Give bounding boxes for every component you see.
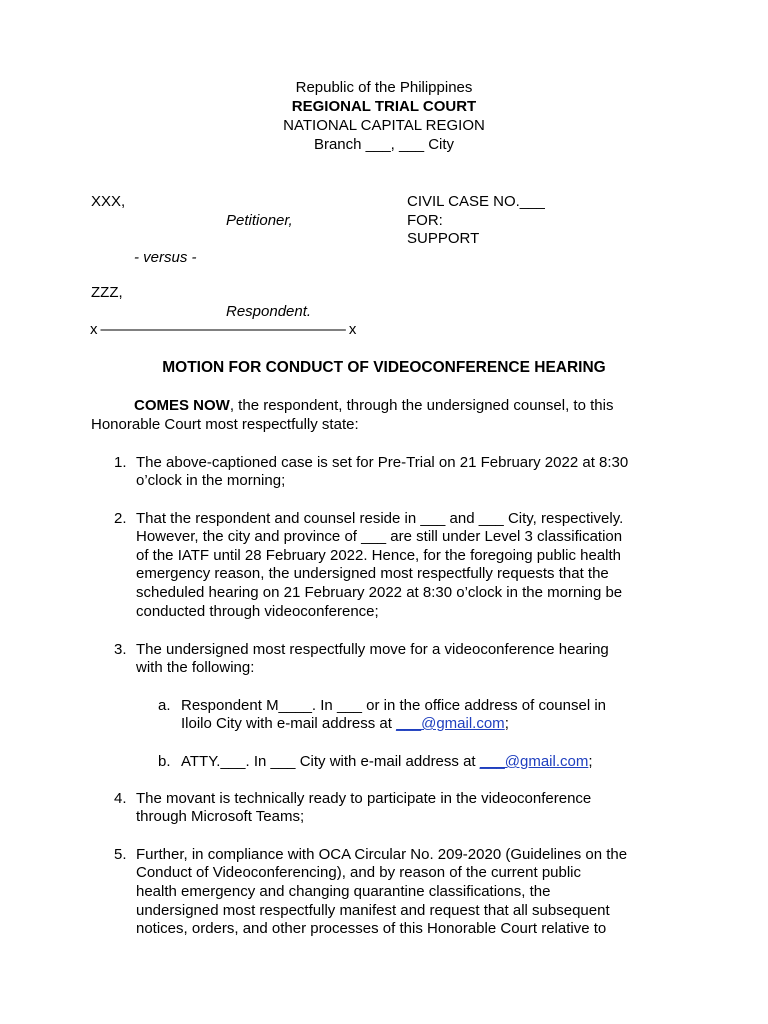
sub-item-a-line-1: Respondent M____. In ___ or in the office address of counsel in <box>181 697 607 714</box>
respondent-name: ZZZ, <box>91 284 123 301</box>
caption-separator: x ————————————————— x <box>90 321 356 338</box>
sub-item-b-letter: b. <box>158 753 171 770</box>
header-region: NATIONAL CAPITAL REGION <box>283 117 485 134</box>
item-5-line-2: Conduct of Videoconferencing), and by reason of the current public <box>136 864 582 881</box>
case-number: CIVIL CASE NO.___ <box>407 193 545 210</box>
motion-title: MOTION FOR CONDUCT OF VIDEOCONFERENCE HEARING <box>162 359 606 376</box>
sub-item-a-line-2 <box>181 715 509 734</box>
item-5-line-1: Further, in compliance with OCA Circular No. 209-2020 (Guidelines on the <box>136 846 628 863</box>
item-5-number: 5. <box>114 846 127 863</box>
item-3-line-1: The undersigned most respectfully move for a videoconference hearing <box>136 641 609 658</box>
sub-item-b-text: ATTY.___. In ___ City with e-mail address at <box>181 753 480 770</box>
item-1-line-1: The above-captioned case is set for Pre-Trial on 21 February 2022 at 8:30 <box>136 454 629 471</box>
item-5-line-4: undersigned most respectfully manifest and request that all subsequent <box>136 902 610 919</box>
header-republic: Republic of the Philippines <box>295 79 473 96</box>
item-3-line-2: with the following: <box>136 659 255 676</box>
item-4-line-1: The movant is technically ready to participate in the videoconference <box>136 790 592 807</box>
respondent-label: Respondent. <box>226 303 312 320</box>
intro-lead: COMES NOW <box>134 397 230 414</box>
petitioner-name: XXX, <box>91 193 126 210</box>
item-4-number: 4. <box>114 790 127 807</box>
item-1-number: 1. <box>114 454 127 471</box>
sub-item-a-letter: a. <box>158 697 171 714</box>
item-2-line-5: scheduled hearing on 21 February 2022 at 8:30 o’clock in the morning be <box>136 584 623 601</box>
for-label: FOR: <box>407 212 443 229</box>
item-4-line-2: through Microsoft Teams; <box>136 808 305 825</box>
item-5-line-3: health emergency and changing quarantine classifications, the <box>136 883 551 900</box>
item-2-line-1: That the respondent and counsel reside in ___ and ___ City, respectively. <box>136 510 624 527</box>
versus-label: - versus - <box>134 249 197 266</box>
sub-item-b-semicolon: ; <box>588 753 593 770</box>
item-2-number: 2. <box>114 510 127 527</box>
item-1-line-2: o’clock in the morning; <box>136 472 286 489</box>
sub-item-a-line-2-text: Iloilo City with e-mail address at <box>181 715 397 732</box>
intro-line-1-rest: , the respondent, through the undersigned counsel, to this <box>229 397 614 414</box>
item-2-line-6: conducted through videoconference; <box>136 603 379 620</box>
email-link-attorney[interactable]: ___@gmail.com <box>479 753 589 770</box>
item-3-number: 3. <box>114 641 127 658</box>
item-5-line-5: notices, orders, and other processes of this Honorable Court relative to <box>136 920 607 937</box>
item-2-line-2: However, the city and province of ___ are still under Level 3 classification <box>136 528 623 545</box>
header-branch: Branch ___, ___ City <box>313 136 455 153</box>
intro-line-1 <box>134 397 678 416</box>
item-2-line-3: of the IATF until 28 February 2022. Hence, for the foregoing public health <box>136 547 622 564</box>
petitioner-label: Petitioner, <box>226 212 293 229</box>
sub-item-a-semicolon: ; <box>504 715 509 732</box>
sub-item-b-line <box>181 753 593 772</box>
header-court: REGIONAL TRIAL COURT <box>291 98 477 115</box>
item-2-line-4: emergency reason, the undersigned most respectfully requests that the <box>136 565 609 582</box>
for-value: SUPPORT <box>407 230 480 247</box>
intro-line-2: Honorable Court most respectfully state: <box>91 416 359 433</box>
email-link-respondent[interactable]: ___@gmail.com <box>396 715 505 732</box>
